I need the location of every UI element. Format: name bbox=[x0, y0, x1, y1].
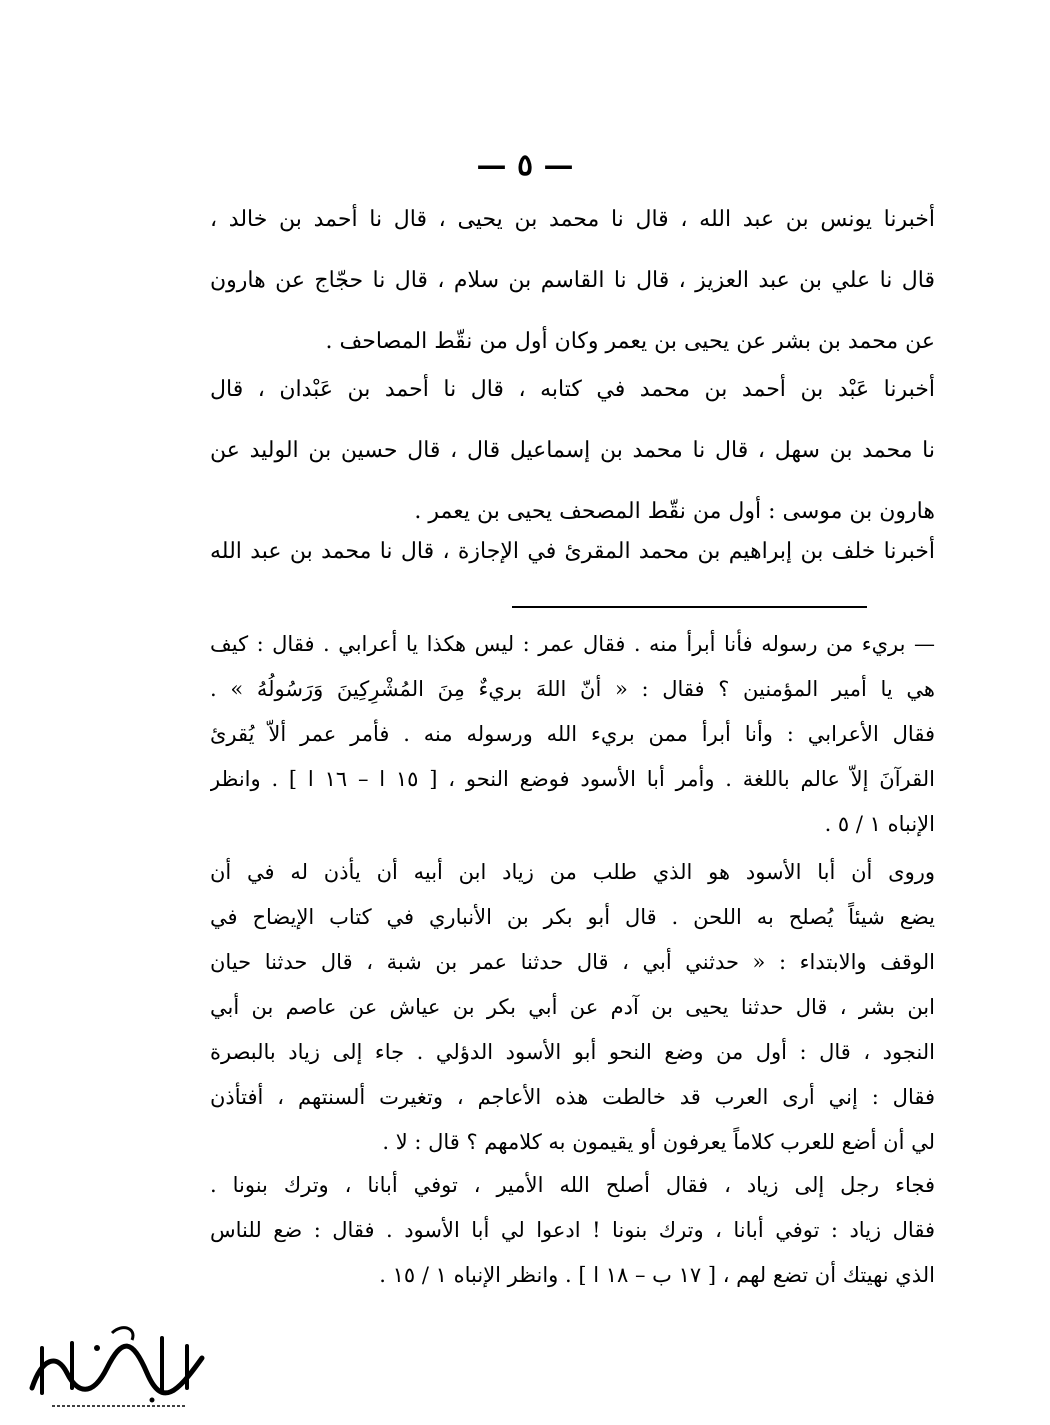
library-stamp-logo bbox=[12, 1318, 222, 1413]
footnote-line: الإنباه ١ / ٥ . bbox=[824, 812, 935, 836]
footnote-line: فقال زياد : توفي أبانا ، وترك بنونا ! ادعوا لي أبا الأسود . فقال : ضع للناس bbox=[210, 1218, 935, 1242]
main-paragraph-2 bbox=[210, 359, 935, 542]
footnote-line: الذي نهيتك أن تضع لهم ، [ ١٧ ب – ١٨ ا ] . وانظر الإنباه ١ / ١٥ . bbox=[379, 1263, 935, 1287]
footnote-line: فجاء رجل إلى زياد ، فقال أصلح الله الأمير ، توفي أبانا ، وترك بنونا . bbox=[210, 1173, 935, 1197]
main-paragraph-1 bbox=[210, 189, 935, 372]
footnote-line: هي يا أمير المؤمنين ؟ فقال : « أنّ اللهَ بريءٌ مِنَ المُشْرِكِينَ وَرَسُولُهُ » . bbox=[210, 677, 935, 701]
text-line: أخبرنا خلف بن إبراهيم بن محمد المقرئ في الإجازة ، قال نا محمد بن عبد الله bbox=[210, 539, 935, 564]
footnote-line: الوقف والابتداء : « حدثني أبي ، قال حدثنا عمر بن شبة ، قال حدثنا حيان bbox=[210, 950, 935, 974]
footnote-line: وروى أن أبا الأسود هو الذي طلب من زياد ابن أبيه أن يأذن له في أن bbox=[210, 860, 935, 884]
text-line: أخبرنا عَبْد بن أحمد بن محمد في كتابه ، قال نا أحمد بن عَبْدان ، قال bbox=[210, 377, 935, 402]
footnote-line: فقال : إني أرى العرب قد خالطت هذه الأعاجم ، وتغيرت ألسنتهم ، أفتأذن bbox=[210, 1085, 935, 1109]
page-number: — ٥ — bbox=[476, 148, 574, 183]
calligraphy-stamp-icon bbox=[12, 1318, 222, 1413]
footnote-3 bbox=[210, 1163, 935, 1298]
footnote-line: القرآنَ إلاّ عالم باللغة . وأمر أبا الأسود فوضع النحو ، [ ١٥ ا – ١٦ ا ] . وانظر bbox=[210, 767, 935, 791]
footnote-2 bbox=[210, 850, 935, 1165]
text-line: نا محمد بن سهل ، قال نا محمد بن إسماعيل قال ، قال حسين بن الوليد عن bbox=[210, 438, 935, 463]
text-line: عن محمد بن بشر عن يحيى بن يعمر وكان أول من نقّط المصاحف . bbox=[325, 329, 935, 354]
main-text-3 bbox=[210, 521, 935, 582]
main-text bbox=[210, 189, 935, 372]
footnote-line: لي أن أضع للعرب كلاماً يعرفون أو يقيمون به كلامهم ؟ قال : لا . bbox=[382, 1130, 935, 1154]
text-line: قال نا علي بن عبد العزيز ، قال نا القاسم بن سلام ، قال نا حجّاج عن هارون bbox=[210, 268, 935, 293]
main-text-2 bbox=[210, 359, 935, 542]
footnote-1 bbox=[210, 622, 935, 847]
footnote-line: فقال الأعرابي : وأنا أبرأ ممن بريء الله ورسوله منه . فأمر عمر ألاّ يُقرئ bbox=[210, 722, 935, 746]
text-line: أخبرنا يونس بن عبد الله ، قال نا محمد بن يحيى ، قال نا أحمد بن خالد ، bbox=[210, 207, 935, 232]
footnote-divider bbox=[512, 606, 867, 608]
footnote-line: يضع شيئاً يُصلح به اللحن . قال أبو بكر بن الأنباري في كتاب الإيضاح في bbox=[210, 905, 935, 929]
footnote-line: ابن بشر ، قال حدثنا يحيى بن آدم عن أبي بكر بن عياش عن عاصم بن أبي bbox=[210, 995, 935, 1019]
main-paragraph-3 bbox=[210, 521, 935, 582]
footnote-line: — بريء من رسوله فأنا أبرأ منه . فقال عمر : ليس هكذا يا أعرابي . فقال : كيف bbox=[210, 632, 935, 656]
footnote-line: النجود ، قال : أول من وضع النحو أبو الأسود الدؤلي . جاء إلى زياد بالبصرة bbox=[210, 1040, 935, 1064]
text-line: هارون بن موسى : أول من نقّط المصحف يحيى بن يعمر . bbox=[414, 499, 935, 524]
